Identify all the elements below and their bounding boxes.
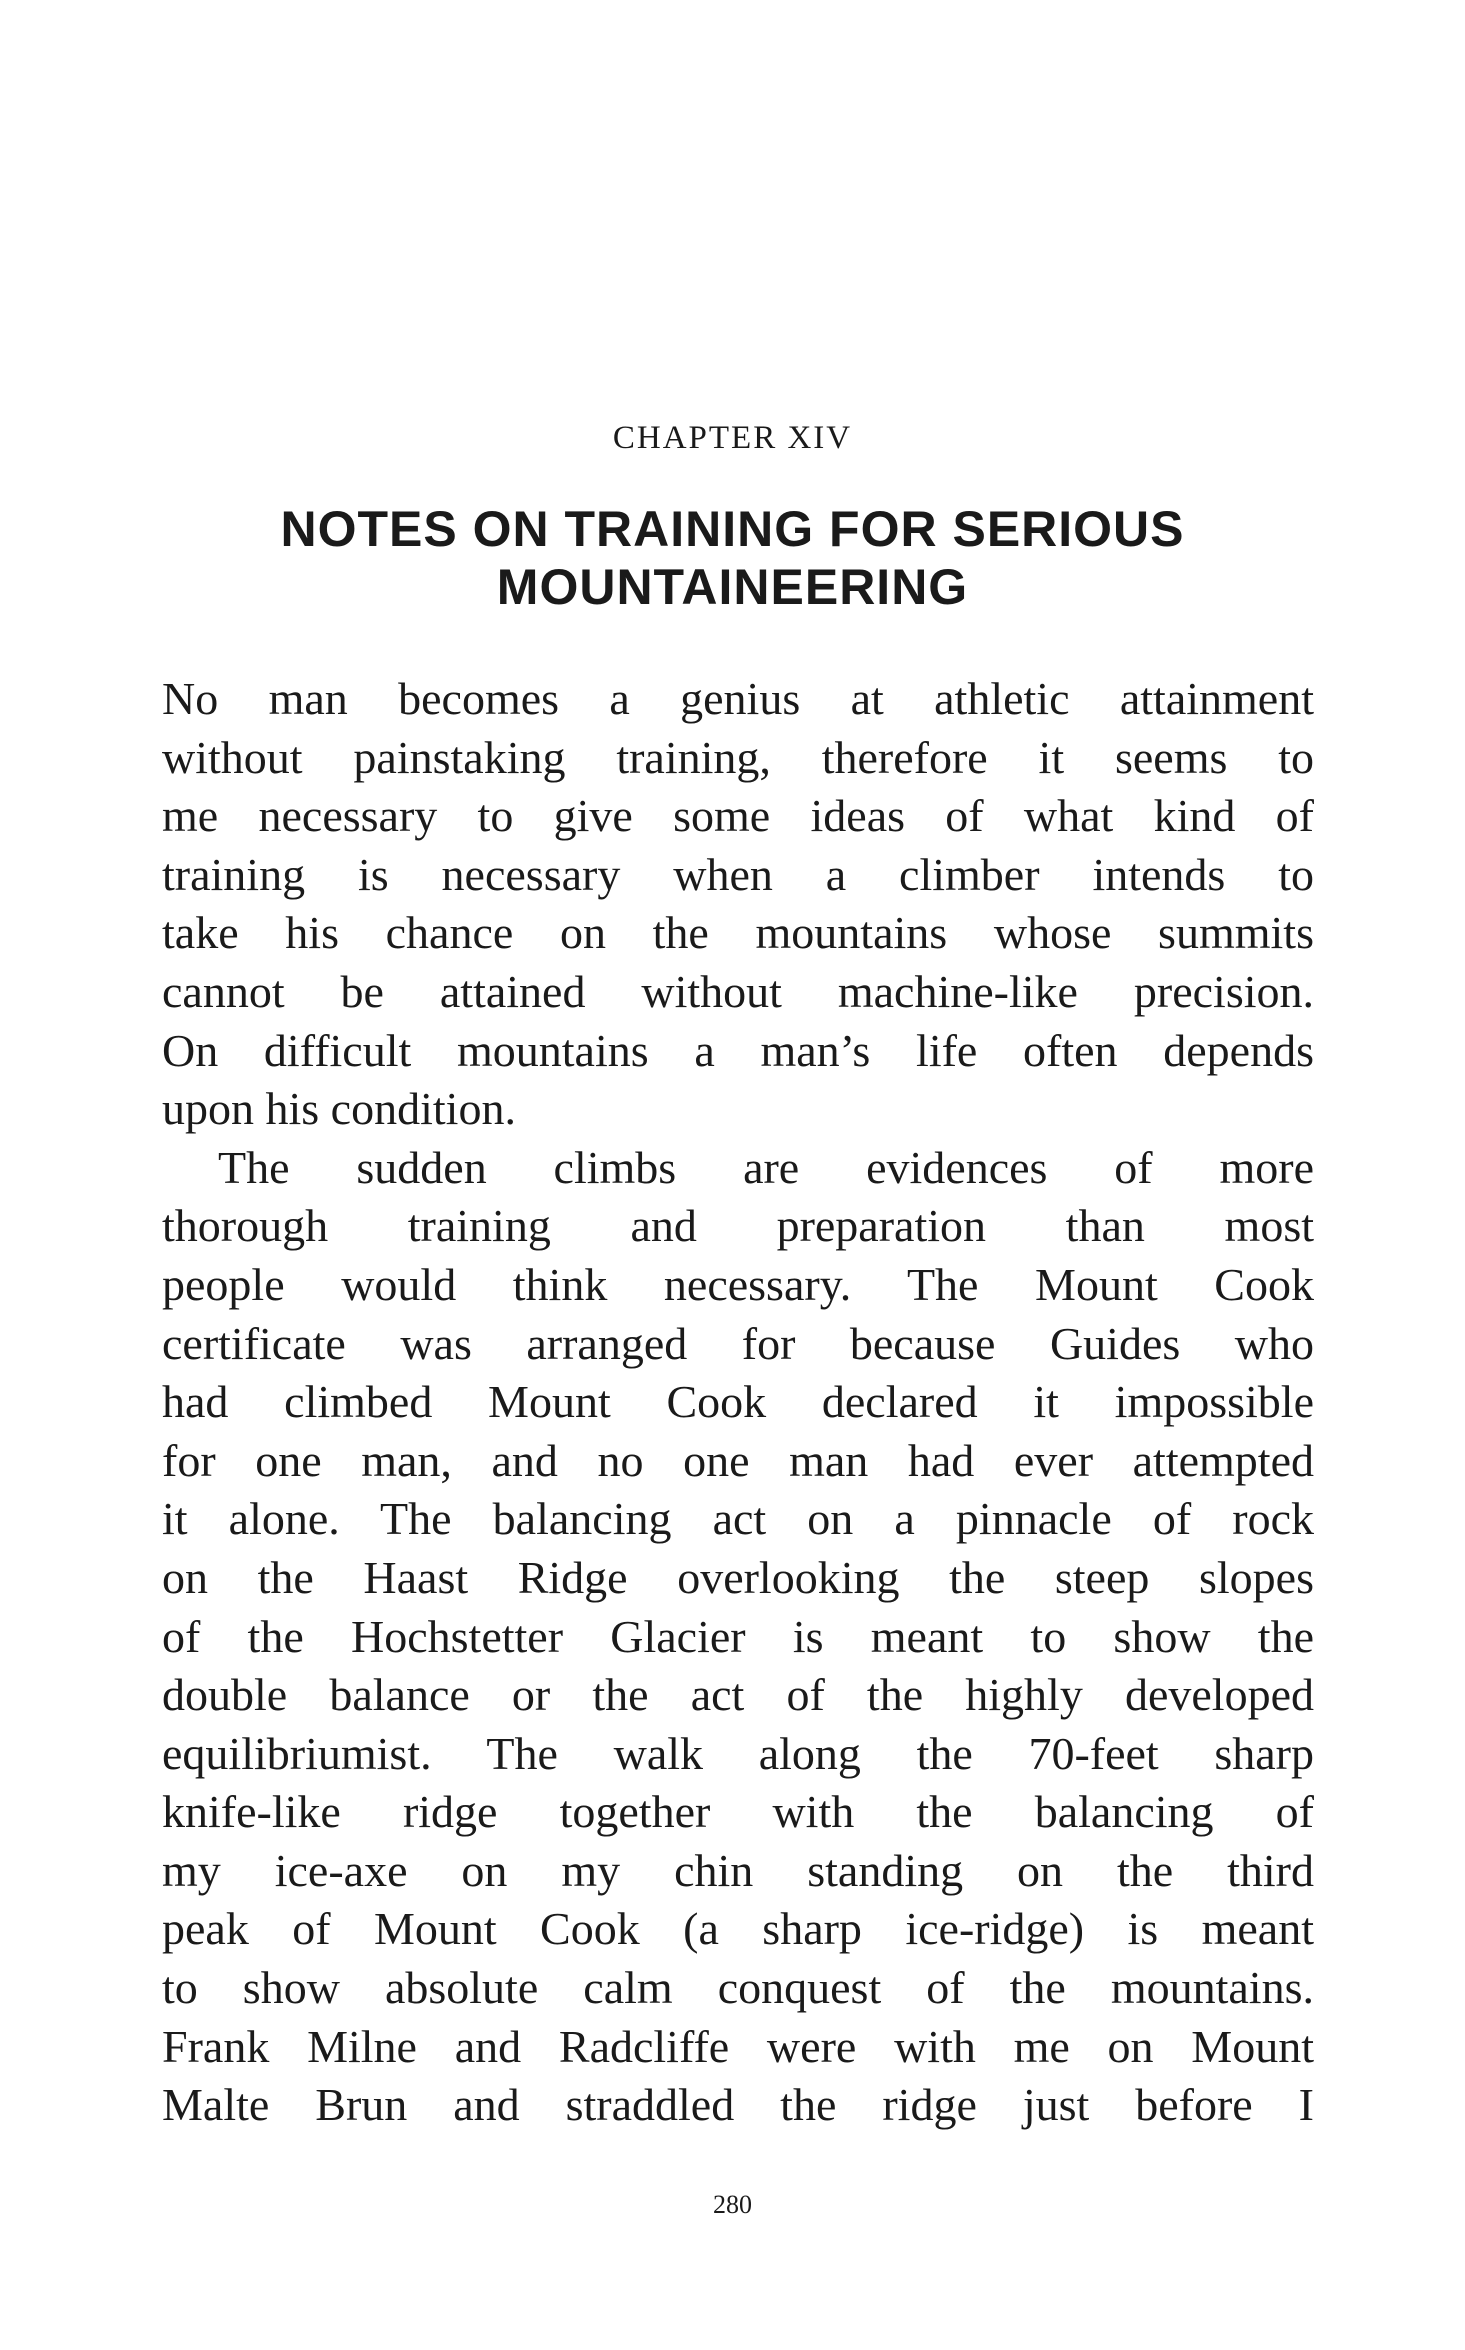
text-line: thorough training and preparation than most [162, 1200, 1314, 1252]
text-line: to show absolute calm conquest of the mountains. [162, 1962, 1314, 2014]
text-line: knife-like ridge together with the balancing of [162, 1786, 1314, 1838]
text-line: for one man, and no one man had ever attempted [162, 1434, 1314, 1486]
text-line: Malte Brun and straddled the ridge just before I [162, 2079, 1314, 2131]
text-line: on the Haast Ridge overlooking the steep slopes [162, 1551, 1314, 1603]
text-line: No man becomes a genius at athletic attainment [162, 673, 1314, 724]
chapter-number: CHAPTER XIV [612, 420, 853, 456]
text-line: cannot be attained without machine-like precision. [162, 965, 1314, 1017]
text-line: upon his condition. [162, 1083, 516, 1135]
text-line: me necessary to give some ideas of what kind of [162, 790, 1314, 842]
text-line: On difficult mountains a man’s life often depends [162, 1024, 1314, 1076]
text-line: of the Hochstetter Glacier is meant to show the [162, 1610, 1314, 1662]
chapter-title [200, 500, 1265, 616]
text-line: my ice-axe on my chin standing on the third [162, 1844, 1314, 1896]
text-line: double balance or the act of the highly developed [162, 1669, 1314, 1721]
body-text [162, 670, 1314, 2135]
text-line: take his chance on the mountains whose summits [162, 907, 1314, 959]
text-line: it alone. The balancing act on a pinnacle of rock [162, 1493, 1314, 1545]
text-line: Frank Milne and Radcliffe were with me on Mount [162, 2020, 1314, 2072]
text-line: certificate was arranged for because Guides who [162, 1317, 1314, 1369]
page-number: 280 [713, 2190, 752, 2219]
text-line: training is necessary when a climber intends to [162, 848, 1314, 900]
text-line: had climbed Mount Cook declared it impossible [162, 1376, 1314, 1428]
chapter-title-line: MOUNTAINEERING [496, 559, 969, 615]
text-line: without painstaking training, therefore it seems to [162, 731, 1314, 783]
text-line: people would think necessary. The Mount Cook [162, 1258, 1314, 1310]
chapter-title-line: NOTES ON TRAINING FOR SERIOUS [280, 501, 1185, 557]
text-line: equilibriumist. The walk along the 70-feet sharp [162, 1727, 1314, 1779]
text-line: The sudden climbs are evidences of more [218, 1141, 1314, 1193]
text-line: peak of Mount Cook (a sharp ice-ridge) is meant [162, 1903, 1314, 1955]
